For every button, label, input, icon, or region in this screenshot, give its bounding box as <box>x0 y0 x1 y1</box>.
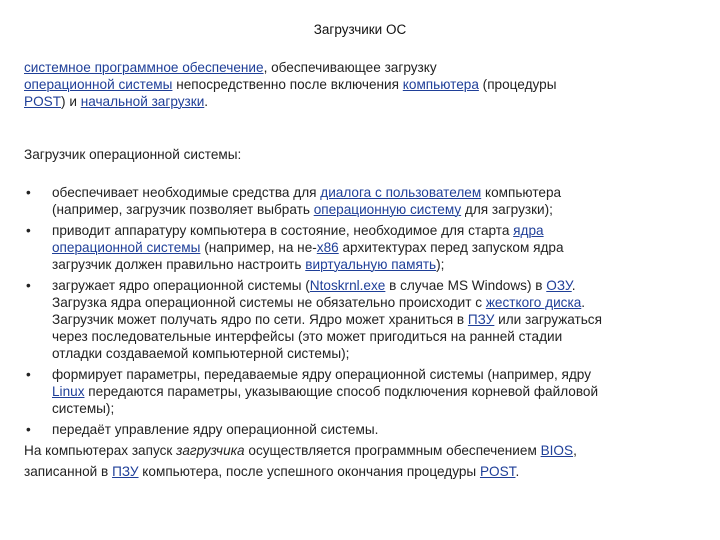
bullet-item <box>24 366 696 417</box>
bullet-dot-icon: • <box>26 185 31 200</box>
bullet-dot-icon: • <box>26 278 31 293</box>
text-line <box>52 366 696 383</box>
hyperlink[interactable]: жесткого диска <box>485 295 582 310</box>
bullet-dot-icon: • <box>26 223 31 238</box>
hyperlink[interactable]: начальной загрузки <box>80 94 205 109</box>
text-line <box>24 93 694 110</box>
text-line <box>24 442 696 459</box>
text-span: через последовательные интерфейсы (это может пригодиться на ранней стадии <box>52 329 563 344</box>
text-line <box>52 222 696 239</box>
text-span: передаются параметры, указывающие способ подключения корневой файловой <box>84 384 599 399</box>
text-span: системы); <box>52 401 115 416</box>
hyperlink[interactable]: Ntoskrnl.exe <box>309 278 386 293</box>
hyperlink[interactable]: ядра <box>513 223 544 238</box>
text-span: архитектурах перед запуском ядра <box>338 240 564 255</box>
text-span: для загрузки); <box>461 202 553 217</box>
text-span: , <box>573 443 577 458</box>
text-span: Загрузчик может получать ядро по сети. Ядро может храниться в <box>52 312 468 327</box>
text-span: , обеспечивающее загрузку <box>263 60 437 75</box>
text-span: формирует параметры, передаваемые ядру операционной системы (например, ядру <box>52 367 591 382</box>
italic-text: загрузчика <box>176 443 245 458</box>
text-line <box>24 76 694 93</box>
text-span: или загружаться <box>494 312 602 327</box>
text-span: . <box>515 464 520 479</box>
bullet-dot-icon: • <box>26 422 31 437</box>
text-line <box>52 256 696 273</box>
text-line <box>24 59 694 76</box>
bullet-item <box>24 184 696 218</box>
text-span: Загрузка ядра операционной системы не обязательно происходит с <box>52 295 486 310</box>
hyperlink[interactable]: POST <box>479 464 516 479</box>
hyperlink[interactable]: x86 <box>316 240 339 255</box>
text-span: ); <box>436 257 445 272</box>
intro-paragraph <box>24 59 694 110</box>
bullet-item <box>24 421 696 438</box>
hyperlink[interactable]: диалога с пользователем <box>320 185 482 200</box>
bullet-item <box>24 222 696 273</box>
text-line <box>24 463 696 480</box>
text-line <box>52 345 696 362</box>
text-span: (например, на не- <box>200 240 317 255</box>
text-span: передаёт управление ядру операционной системы. <box>52 422 379 437</box>
text-span: . <box>204 94 209 109</box>
hyperlink[interactable]: операционную систему <box>313 202 462 217</box>
text-span: приводит аппаратуру компьютера в состояние, необходимое для старта <box>52 223 514 238</box>
hyperlink[interactable]: виртуальную память <box>305 257 437 272</box>
bullet-list <box>24 184 696 480</box>
hyperlink[interactable]: ПЗУ <box>112 464 139 479</box>
hyperlink[interactable]: ПЗУ <box>467 312 495 327</box>
hyperlink[interactable]: операционной системы <box>24 77 173 92</box>
conclusion-paragraph <box>24 442 696 480</box>
hyperlink[interactable]: POST <box>24 94 62 109</box>
hyperlink[interactable]: компьютера <box>402 77 479 92</box>
text-span: (процедуры <box>478 77 557 92</box>
hyperlink[interactable]: системное программное обеспечение <box>24 60 264 75</box>
hyperlink[interactable]: ОЗУ <box>546 278 572 293</box>
text-line <box>52 328 696 345</box>
text-span: загружает ядро операционной системы ( <box>52 278 310 293</box>
text-line <box>52 277 696 294</box>
text-span: непосредственно после включения <box>172 77 403 92</box>
text-span: компьютера, после успешного окончания процедуры <box>138 464 480 479</box>
hyperlink[interactable]: Linux <box>52 384 85 399</box>
text-span: отладки создаваемой компьютерной системы); <box>52 346 350 361</box>
text-line <box>52 383 696 400</box>
text-span: . <box>571 278 576 293</box>
text-line <box>52 294 696 311</box>
bullet-item <box>24 277 696 362</box>
text-span: в случае MS Windows) в <box>385 278 547 293</box>
text-line <box>52 201 696 218</box>
text-line <box>52 184 696 201</box>
text-span: осуществляется программным обеспечением <box>244 443 541 458</box>
text-line <box>52 400 696 417</box>
bullet-dot-icon: • <box>26 367 31 382</box>
text-span: загрузчик должен правильно настроить <box>52 257 306 272</box>
text-line <box>52 239 696 256</box>
text-span: . <box>581 295 586 310</box>
text-span: На компьютерах запуск <box>24 443 177 458</box>
slide-title: Загрузчики ОС <box>313 22 407 37</box>
text-span: компьютера <box>481 185 562 200</box>
text-line <box>52 421 696 438</box>
text-span: (например, загрузчик позволяет выбрать <box>52 202 314 217</box>
hyperlink[interactable]: операционной системы <box>52 240 201 255</box>
text-line <box>52 311 696 328</box>
text-span: обеспечивает необходимые средства для <box>52 185 321 200</box>
section-heading: Загрузчик операционной системы: <box>24 147 242 162</box>
hyperlink[interactable]: BIOS <box>540 443 574 458</box>
text-span: записанной в <box>24 464 113 479</box>
text-span: ) и <box>61 94 81 109</box>
